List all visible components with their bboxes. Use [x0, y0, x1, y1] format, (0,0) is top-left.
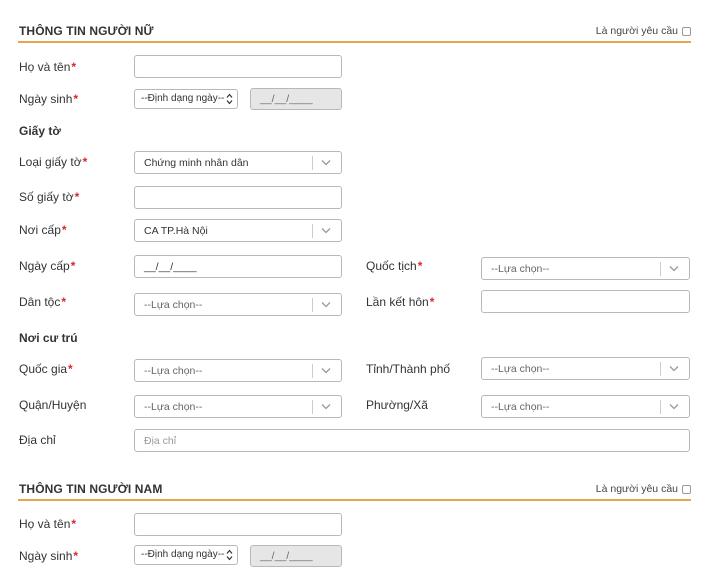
male-section-title: THÔNG TIN NGƯỜI NAM	[19, 482, 163, 496]
female-documents-title: Giấy tờ	[19, 124, 61, 138]
female-ward-label: Phường/Xã	[366, 398, 428, 412]
female-province-select[interactable]: --Lựa chọn--	[481, 357, 690, 380]
female-nationality-select[interactable]: --Lựa chọn--	[481, 257, 690, 280]
updown-arrows-icon	[226, 93, 233, 105]
female-issuedplace-select[interactable]: CA TP.Hà Nội	[134, 219, 342, 242]
female-fullname-label: Họ và tên*	[19, 60, 77, 74]
female-marriagecount-label: Lần kết hôn*	[366, 295, 435, 309]
female-marriagecount-input[interactable]	[481, 290, 690, 313]
male-fullname-input[interactable]	[134, 513, 342, 536]
female-requester-checkbox[interactable]	[682, 27, 691, 36]
female-dob-format-select[interactable]: --Định dạng ngày--	[134, 89, 238, 109]
female-nationality-label: Quốc tịch*	[366, 259, 423, 273]
male-requester-toggle[interactable]	[596, 483, 691, 495]
female-district-label: Quận/Huyện	[19, 398, 87, 412]
male-requester-checkbox[interactable]	[682, 485, 691, 494]
updown-arrows-icon	[226, 549, 233, 561]
female-address-input[interactable]: Địa chỉ	[134, 429, 690, 452]
female-section-title: THÔNG TIN NGƯỜI NỮ	[19, 24, 154, 38]
female-country-select[interactable]: --Lựa chọn--	[134, 359, 342, 382]
male-requester-label: Là người yêu cầu	[595, 483, 678, 495]
female-fullname-input[interactable]	[134, 55, 342, 78]
female-residence-title: Nơi cư trú	[19, 331, 78, 345]
female-ethnicity-select[interactable]: --Lựa chọn--	[134, 293, 342, 316]
female-section-header	[18, 21, 691, 43]
female-docnumber-input[interactable]	[134, 186, 342, 209]
female-country-label: Quốc gia*	[19, 362, 73, 376]
chevron-down-icon	[320, 298, 332, 310]
female-doctype-label: Loại giấy tờ*	[19, 155, 88, 169]
female-district-select[interactable]: --Lựa chọn--	[134, 395, 342, 418]
male-dob-date-input: __/__/____	[250, 545, 342, 567]
female-dob-date-input: __/__/____	[250, 88, 342, 110]
chevron-down-icon	[668, 362, 680, 374]
chevron-down-icon	[668, 400, 680, 412]
chevron-down-icon	[320, 156, 332, 168]
female-issueddate-label: Ngày cấp*	[19, 259, 76, 273]
chevron-down-icon	[668, 262, 680, 274]
male-dob-format-select[interactable]: --Định dạng ngày--	[134, 545, 238, 565]
female-requester-label: Là người yêu cầu	[595, 25, 678, 37]
chevron-down-icon	[320, 364, 332, 376]
chevron-down-icon	[320, 400, 332, 412]
female-dob-label: Ngày sinh*	[19, 92, 79, 106]
male-fullname-label: Họ và tên*	[19, 517, 77, 531]
female-ethnicity-label: Dân tộc*	[19, 295, 67, 309]
female-docnumber-label: Số giấy tờ*	[19, 190, 80, 204]
male-dob-label: Ngày sinh*	[19, 549, 79, 563]
female-ward-select[interactable]: --Lựa chọn--	[481, 395, 690, 418]
male-section-header	[18, 479, 691, 501]
female-province-label: Tỉnh/Thành phố	[366, 362, 451, 376]
female-address-label: Địa chỉ	[19, 433, 56, 447]
female-doctype-select[interactable]: Chứng minh nhân dân	[134, 151, 342, 174]
female-issuedplace-label: Nơi cấp*	[19, 223, 67, 237]
female-requester-toggle[interactable]	[596, 25, 691, 37]
female-issueddate-input[interactable]: __/__/____	[134, 255, 342, 278]
chevron-down-icon	[320, 224, 332, 236]
